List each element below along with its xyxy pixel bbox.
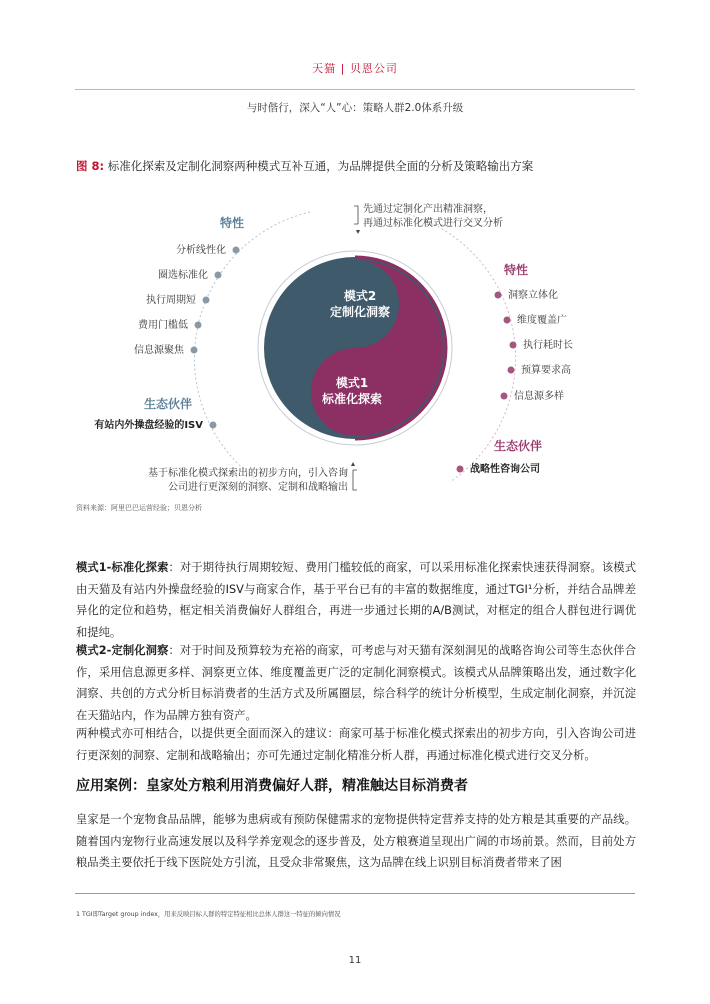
right-eco-partner: 战略性咨询公司 xyxy=(470,464,540,475)
paragraph-mode2-text: ：对于时间及预算较为充裕的商家，可考虑与对天猫有深刻洞见的战略咨询公司等生态伙伴合作，采用信息源更多样、洞察更立体、维度覆盖更广泛的定制化洞察模式。该模式从品牌策略出发，通过数字化洞察、共创的方式分析目标消费者的生活方式及所属圈层，综合科学的统计分析模型，生成定制化洞察，并沉淀在天猫站内，作为品牌方独有资产。 xyxy=(76,644,636,722)
right-eco-dot xyxy=(457,466,464,473)
paragraph-mode2 xyxy=(76,640,636,726)
figure-title xyxy=(76,158,533,174)
right-feature-dot xyxy=(510,342,517,349)
left-feature-item: 分析线性化 xyxy=(176,245,226,256)
right-features-title: 特性 xyxy=(503,263,529,277)
header-subtitle: 与时偕行，深入“人”心：策略人群2.0体系升级 xyxy=(246,102,464,114)
header-divider xyxy=(75,89,635,90)
top-note-line2: 再通过标准化模式进行交叉分析 xyxy=(363,218,503,229)
left-feature-list xyxy=(134,243,240,356)
paragraph-mode1-lead: 模式1-标准化探索 xyxy=(76,561,169,574)
left-feature-item: 费用门槛低 xyxy=(138,320,188,331)
paragraph-combined: 两种模式亦可相结合，以提供更全面而深入的建议：商家可基于标准化模式探索出的初步方向，引入咨询公司进行更深刻的洞察、定制和战略输出；亦可先通过定制化精准分析人群，再通过标准化模式进行交叉分析。 xyxy=(76,727,636,762)
left-feature-dot xyxy=(191,347,198,354)
right-feature-dot xyxy=(504,317,511,324)
right-feature-list xyxy=(495,288,574,402)
paragraph-mode2-lead: 模式2-定制化洞察 xyxy=(76,644,169,657)
mode1-label-line1: 模式1 xyxy=(335,376,369,390)
case-heading: 应用案例：皇家处方粮利用消费偏好人群，精准触达目标消费者 xyxy=(76,778,468,794)
figure-number: 图 8: xyxy=(76,159,105,173)
footnote: 1 TGI即Target group index，用来反映目标人群的特定特征相比总体人群这一特征的倾向情况 xyxy=(76,911,341,918)
left-feature-item: 信息源聚焦 xyxy=(134,345,184,356)
right-feature-dot xyxy=(508,367,515,374)
right-feature-dot xyxy=(501,393,508,400)
mode2-label-line1: 模式2 xyxy=(343,289,377,303)
left-feature-dot xyxy=(203,297,210,304)
left-feature-dot xyxy=(195,322,202,329)
right-eco-title: 生态伙伴 xyxy=(493,439,543,453)
header-brand: 天猫 | 贝恩公司 xyxy=(312,62,398,75)
mode1-label-line2: 标准化探索 xyxy=(321,392,383,406)
left-feature-item: 圈选标准化 xyxy=(158,270,208,281)
yin-yang xyxy=(258,251,452,445)
left-feature-dot xyxy=(233,247,240,254)
right-feature-item: 维度覆盖广 xyxy=(517,315,567,326)
top-note-line1: 先通过定制化产出精准洞察， xyxy=(363,204,493,215)
bottom-note-line2: 公司进行更深刻的洞察、定制和战略输出 xyxy=(168,482,348,493)
paragraph-mode1-text: ：对于期待执行周期较短、费用门槛较低的商家，可以采用标准化探索快速获得洞察。该模式由天猫及有站内外操盘经验的ISV与商家合作，基于平台已有的丰富的数据维度，通过TGI¹分析，并结合品牌差异化的定位和趋势，框定相关消费偏好人群组合，再进一步通过长期的A/B测试，对框定的组合人群包进行调优和提纯。 xyxy=(76,561,636,639)
top-note-bracket xyxy=(354,206,358,224)
footnote-divider xyxy=(75,893,635,894)
left-features-title: 特性 xyxy=(219,216,245,230)
left-eco-dot xyxy=(210,422,217,429)
right-feature-dot xyxy=(495,292,502,299)
left-eco-title: 生态伙伴 xyxy=(143,397,193,411)
right-feature-item: 洞察立体化 xyxy=(508,290,558,301)
bottom-note-line1: 基于标准化模式探索出的初步方向，引入咨询 xyxy=(148,468,348,479)
page-number: 11 xyxy=(348,955,362,966)
figure-source: 资料来源：阿里巴巴运营经验；贝恩分析 xyxy=(76,504,202,512)
left-feature-dot xyxy=(215,272,222,279)
mode2-label-line2: 定制化洞察 xyxy=(329,305,391,319)
mode-diagram xyxy=(70,190,640,500)
left-feature-item: 执行周期短 xyxy=(146,295,196,306)
paragraph-case: 皇家是一个宠物食品品牌，能够为患病或有预防保健需求的宠物提供特定营养支持的处方粮是其重要的产品线。随着国内宠物行业高速发展以及科学养宠观念的逐步普及，处方粮赛道呈现出广阔的市场前景。然而，目前处方粮品类主要依托于线下医院处方引流，且受众非常聚焦，这为品牌在线上识别目标消费者带来了困 xyxy=(76,813,636,869)
right-feature-item: 执行耗时长 xyxy=(523,340,573,351)
bottom-note-bracket xyxy=(353,470,357,490)
left-eco-partner: 有站内外操盘经验的ISV xyxy=(94,420,203,431)
paragraph-mode1 xyxy=(76,557,636,643)
right-feature-item: 预算要求高 xyxy=(521,365,571,376)
figure-title-text: 标准化探索及定制化洞察两种模式互补互通，为品牌提供全面的分析及策略输出方案 xyxy=(107,159,534,173)
right-feature-item: 信息源多样 xyxy=(514,391,564,402)
